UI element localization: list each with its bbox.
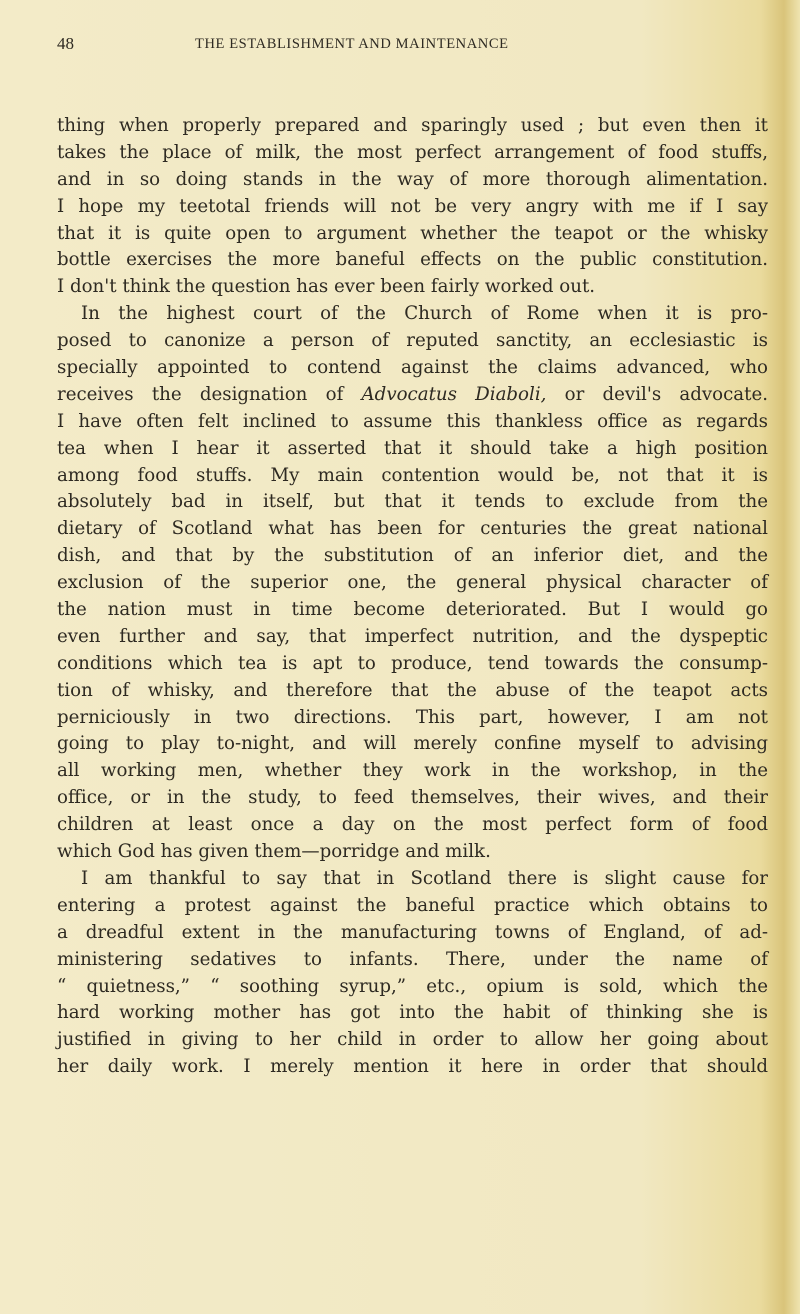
text-line: dietary of Scotland what has been for centuries the great national [57, 518, 768, 540]
text-segment: receives the designation of [57, 383, 362, 405]
text-line: a dreadful extent in the manufacturing towns of England, of ad- [57, 921, 768, 943]
body-text [57, 113, 768, 1081]
text-line: In the highest court of the Church of Rome when it is pro- [81, 303, 768, 325]
page-header [57, 34, 768, 58]
text-line [57, 382, 768, 409]
text-line: tea when I hear it asserted that it should take a high position [57, 437, 768, 459]
text-line: I don't think the question has ever been fairly worked out. [57, 276, 596, 298]
text-line: even further and say, that imperfect nutrition, and the dyspeptic [57, 625, 768, 647]
text-line: I hope my teetotal friends will not be very angry with me if I say [57, 195, 768, 217]
text-line: among food stuffs. My main contention would be, not that it is [57, 464, 768, 486]
text-line: office, or in the study, to feed themselves, their wives, and their [57, 787, 768, 809]
text-line: hard working mother has got into the habit of thinking she is [57, 1002, 768, 1024]
text-line: bottle exercises the more baneful effects on the public constitution. [57, 249, 768, 271]
text-line: takes the place of milk, the most perfect arrangement of food stuffs, [57, 141, 768, 163]
italic-term: Advocatus Diaboli, [361, 383, 547, 405]
text-line: posed to canonize a person of reputed sanctity, an ecclesiastic is [57, 330, 768, 352]
text-line: her daily work. I merely mention it here in order that should [57, 1056, 768, 1078]
text-line: entering a protest against the baneful practice which obtains to [57, 894, 768, 916]
text-line: I am thankful to say that in Scotland there is slight cause for [81, 867, 768, 889]
text-line: tion of whisky, and therefore that the abuse of the teapot acts [57, 679, 768, 701]
text-line: ministering sedatives to infants. There, under the name of [57, 948, 768, 970]
text-line: dish, and that by the substitution of an inferior diet, and the [57, 545, 768, 567]
page-number: 48 [57, 34, 74, 53]
text-line: specially appointed to contend against the claims advanced, who [57, 357, 768, 379]
text-line: exclusion of the superior one, the general physical character of [57, 572, 768, 594]
text-line: all working men, whether they work in the workshop, in the [57, 760, 768, 782]
text-line: justified in giving to her child in order to allow her going about [57, 1029, 768, 1051]
text-line: perniciously in two directions. This part, however, I am not [57, 706, 768, 728]
text-line: going to play to-night, and will merely confine myself to advising [57, 733, 768, 755]
text-line: “ quietness,” “ soothing syrup,” etc., opium is sold, which the [57, 975, 768, 997]
text-line: that it is quite open to argument whether the teapot or the whisky [57, 222, 768, 244]
text-line: and in so doing stands in the way of more thorough alimentation. [57, 168, 768, 190]
text-segment: or devil's advocate. [546, 383, 769, 405]
text-line: children at least once a day on the most perfect form of food [57, 814, 768, 836]
text-line: which God has given them—porridge and milk. [57, 841, 491, 863]
text-line: absolutely bad in itself, but that it tends to exclude from the [57, 491, 768, 513]
running-title: THE ESTABLISHMENT AND MAINTENANCE [195, 36, 509, 52]
text-line: I have often felt inclined to assume this thankless office as regards [57, 410, 768, 432]
text-line: thing when properly prepared and sparingly used ; but even then it [57, 115, 768, 136]
text-line: conditions which tea is apt to produce, tend towards the consump- [57, 652, 768, 674]
text-line: the nation must in time become deteriorated. But I would go [57, 599, 768, 621]
